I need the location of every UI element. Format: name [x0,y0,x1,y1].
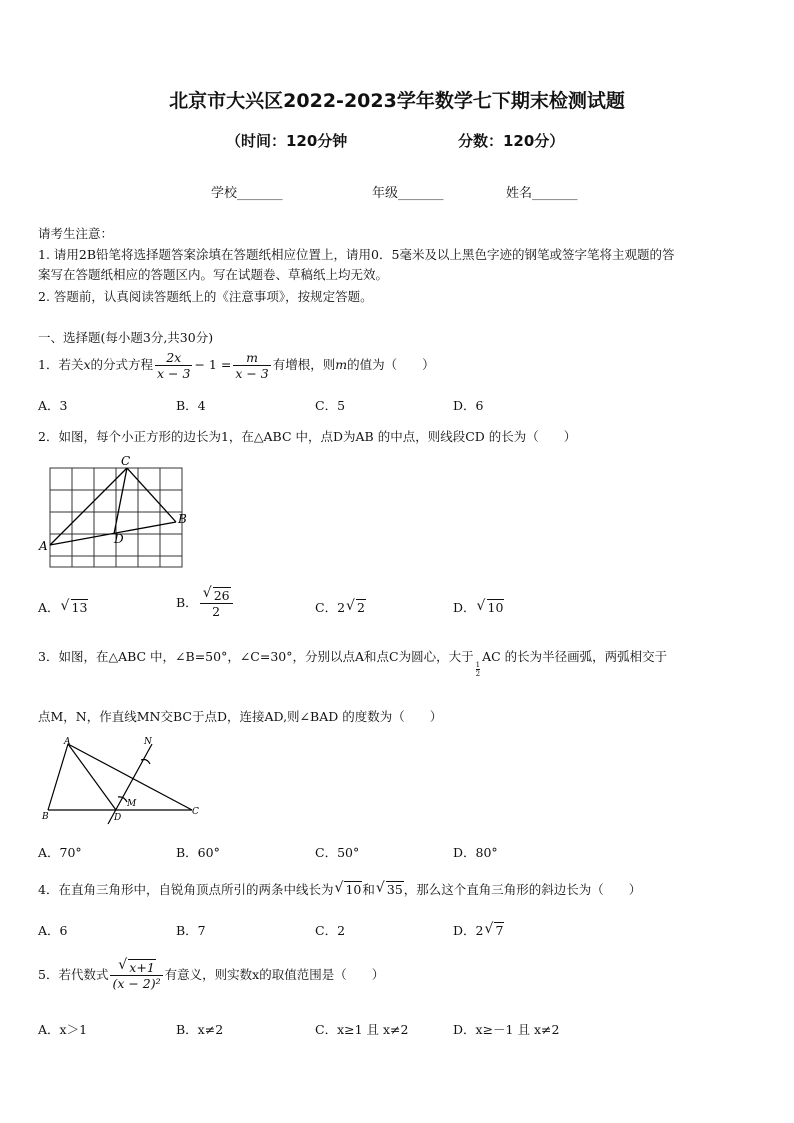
exam-time: （时间：120分钟 [226,132,348,150]
q4-option-d[interactable]: D．2√ 7 [453,921,504,939]
q2-option-c[interactable]: C．2√ 2 [315,598,366,616]
label-a: A [64,737,71,747]
segment-cb [127,468,176,522]
q2-option-d[interactable]: D．√ 10 [453,598,504,616]
school-field[interactable]: 学校_______ [211,186,283,201]
notice-heading: 请考生注意： [38,226,114,241]
label-b: B [42,812,49,822]
label-n: N [144,737,152,747]
label-c: C [121,454,131,468]
q4-option-b[interactable]: B．7 [176,923,206,938]
label-m: M [127,799,137,809]
q5-option-b[interactable]: B．x≠2 [176,1022,224,1037]
q5-option-a[interactable]: A．x＞1 [38,1022,88,1037]
grade-field[interactable]: 年级_______ [372,186,444,201]
segment-ad [68,744,116,810]
q1-option-b[interactable]: B．4 [176,398,206,413]
q5-option-c[interactable]: C．x≥1 且 x≠2 [315,1022,409,1037]
q3-option-b[interactable]: B．60° [176,845,220,860]
q3-option-c[interactable]: C．50° [315,845,360,860]
label-a: A [39,539,48,553]
question-1: 1．若关x的分式方程 $\frac{2x}{x - 3}$ − 1 = $\frac{m}{x - 3}$ 有增根，则m的值为（ ） [38,350,435,381]
segment-ab [48,744,68,810]
notice-line-1: 1. 请用2B铅笔将选择题答案涂填在答题纸相应位置上，请用0．5毫米及以上黑色字迹的钢笔或签字笔将主观题的答 [38,247,675,262]
q3-option-a[interactable]: A．70° [38,845,82,860]
q2-grid-figure [36,452,192,572]
section-heading: 一、选择题(每小题3分,共30分) [38,330,214,345]
q1-option-a[interactable]: A．3 [38,398,68,413]
question-3-line-1: 3．如图，在△ABC 中，∠B=50°，∠C=30°，分别以点A和点C为圆心，大于 $\frac{1}{2}$ AC 的长为半径画弧，两弧相交于 [38,649,668,678]
label-d: D [114,813,122,823]
name-field[interactable]: 姓名_______ [506,186,578,201]
question-3-line-2: 点M，N，作直线MN交BC于点D，连接AD,则∠BAD 的度数为（ ） [38,709,443,724]
line-mn [108,744,152,824]
q3-triangle-figure [36,734,208,826]
q2-option-a[interactable]: A．√ 13 [38,598,88,616]
question-4: 4．在直角三角形中，自锐角顶点所引的两条中线长为√ 10和√ 35，那么这个直角三角形的斜边长为（ ） [38,880,641,898]
label-d: D [114,532,124,546]
label-c: C [192,807,199,817]
q2-option-b[interactable]: B． √ $\frac{26}{2}$ [176,588,235,619]
notice-line-2: 案写在答题纸相应的答题区内。写在试题卷、草稿纸上均无效。 [38,267,389,282]
question-2: 2．如图，每个小正方形的边长为1，在△ABC 中，点D为AB 的中点，则线段CD 的长为（ ） [38,429,577,444]
q1-option-c[interactable]: C．5 [315,398,346,413]
q4-option-a[interactable]: A．6 [38,923,68,938]
question-5: 5．若代数式 √ $\frac{x+1}{\text{(x − 2)²}}$ 有意义，则实数x的取值范围是（ ） [38,960,384,991]
arc-m [118,797,127,802]
notice-line-3: 2. 答题前，认真阅读答题纸上的《注意事项》，按规定答题。 [38,289,373,304]
q1-option-d[interactable]: D．6 [453,398,484,413]
exam-title: 北京市大兴区2022-2023学年数学七下期末检测试题 [169,90,625,112]
exam-score: 分数：120分） [458,132,565,150]
q5-option-d[interactable]: D．x≥－1 且 x≠2 [453,1022,560,1037]
q3-option-d[interactable]: D．80° [453,845,498,860]
q4-option-c[interactable]: C．2 [315,923,346,938]
label-b: B [178,512,187,526]
